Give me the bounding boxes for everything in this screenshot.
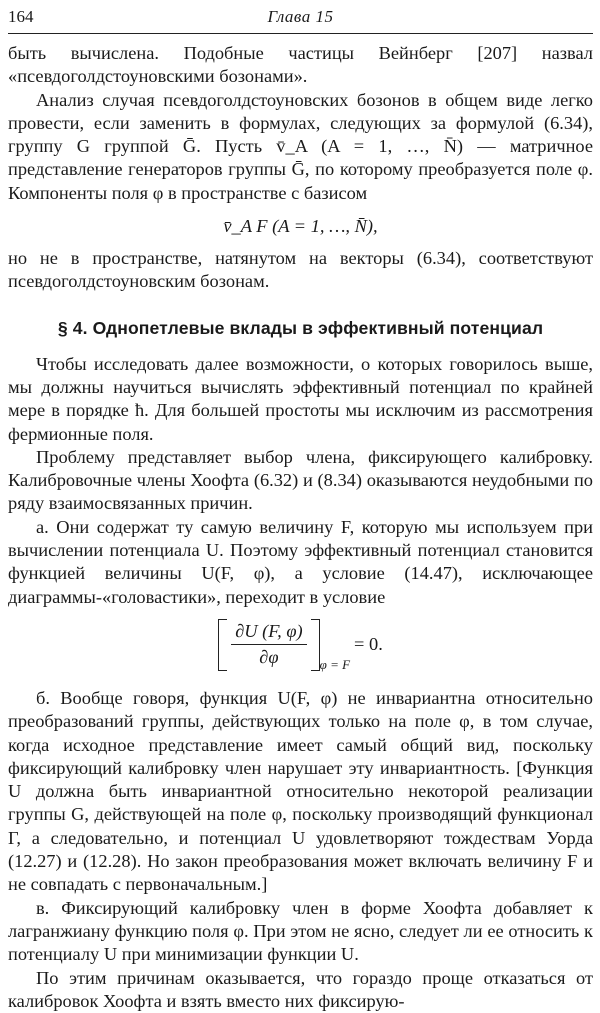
paragraph: быть вычислена. Подобные частицы Вейнберг [207] назвал «псевдоголдстоуновскими бозонами». — [8, 42, 593, 89]
section-title: § 4. Однопетлевые вклады в эффективный потенциал — [8, 318, 593, 339]
body-text-top — [8, 42, 593, 205]
paragraph: Проблему представляет выбор члена, фиксирующего калибровку. Калибровочные члены Хоофта (6.32) и (8.34) оказываются неудобными по ряду взаимосвязанных причин. — [8, 446, 593, 516]
page-header — [8, 5, 593, 34]
body-text-section — [8, 353, 593, 609]
paragraph: По этим причинам оказывается, что гораздо проще отказаться от калибровок Хоофта и взять вместо них фиксирую- — [8, 967, 593, 1013]
right-bracket — [311, 619, 320, 671]
page-number: 164 — [8, 7, 34, 27]
paragraph: в. Фиксирующий калибровку член в форме Хоофта добавляет к лагранжиану функцию поля φ. При этом не ясно, следует ли ее относить к потенциалу U при минимизации функции U. — [8, 897, 593, 967]
formula-rhs: = 0. — [354, 634, 383, 655]
bracket-subscript: φ = F — [320, 657, 350, 673]
paragraph: Анализ случая псевдоголдстоуновских бозонов в общем виде легко провести, если заменить в формулах, следующих за формулой (6.34), группу G группой Ḡ. Пусть v̄_A (A = 1, …, N̄) — матричное представление генераторов группы Ḡ, по которому преобразуется поле φ. Компоненты поля φ в пространстве с базисом — [8, 89, 593, 205]
paragraph: но не в пространстве, натянутом на векторы (6.34), соответствуют псевдоголдстоуновским бозонам. — [8, 247, 593, 294]
left-bracket — [218, 619, 227, 671]
paragraph: а. Они содержат ту самую величину F, которую мы используем при вычислении потенциала U. Поэтому эффективный потенциал становится функцией величины U(F, φ), а условие (14.47), исключающее диаграммы-«головастики», переходит в условие — [8, 516, 593, 609]
paragraph: б. Вообще говоря, функция U(F, φ) не инвариантна относительно преобразований группы, действующих только на поле φ, в том случае, когда исходное представление имеет самый общий вид, поскольку фиксирующий калибровку член нарушает эту инвариантность. [Функция U должна быть инвариантной относительно некоторой реализации группы G, действующей на поле φ, поскольку производящий функционал Γ, а следовательно, и потенциал U удовлетворяют тождествам Уорда (12.27) и (12.28). Но закон преобразования может включать величину F и не совпадать с первоначальным.] — [8, 687, 593, 897]
fraction-denominator: ∂φ — [259, 645, 278, 668]
fraction — [231, 621, 306, 668]
fraction-numerator: ∂U (F, φ) — [231, 621, 306, 645]
formula-tadpole-condition — [8, 615, 593, 675]
body-text-after-formula — [8, 247, 593, 294]
formula-basis: v̄_A F (A = 1, …, N̄), — [8, 213, 593, 239]
paragraph: Чтобы исследовать далее возможности, о которых говорилось выше, мы должны научиться вычислять эффективный потенциал по крайней мере в порядке ħ. Для большей простоты мы исключим из рассмотрения фермионные поля. — [8, 353, 593, 446]
book-page — [8, 0, 593, 1013]
body-text-bottom — [8, 687, 593, 1013]
running-head: Глава 15 — [8, 7, 593, 27]
